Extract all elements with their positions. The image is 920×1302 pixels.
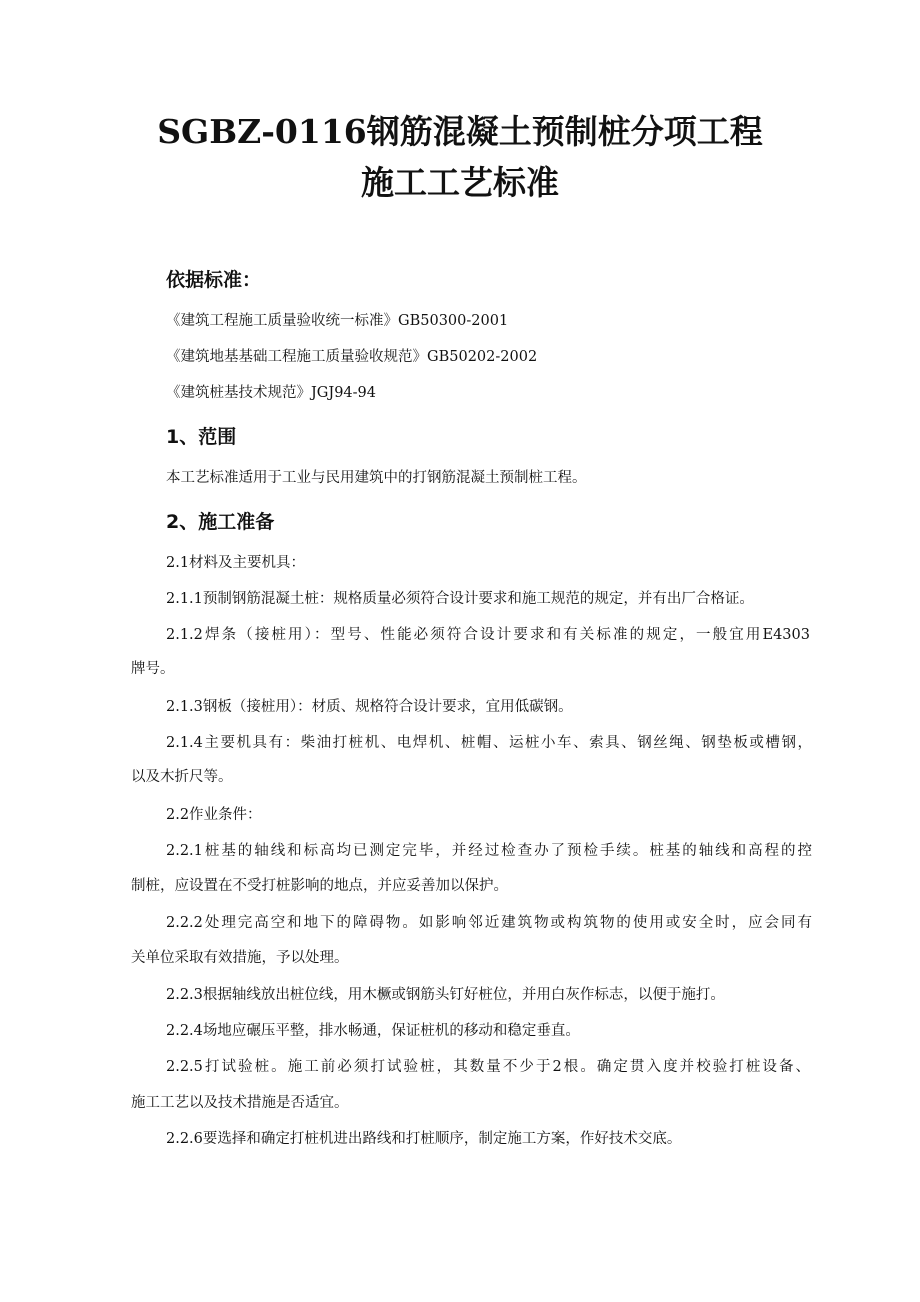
paragraph-2-2-5-line2: 施工工艺以及技术措施是否适宜。 [131,1095,349,1111]
paragraph-2-1: 2.1材料及主要机具： [166,555,306,571]
paragraph-2-1-1: 2.1.1预制钢筋混凝土桩：规格质量必须符合设计要求和施工规范的规定，并有出厂合格证。 [166,591,754,607]
section-1-text: 本工艺标准适用于工业与民用建筑中的打钢筋混凝土预制桩工程。 [166,470,587,486]
paragraph-2-2-1-line2: 制桩，应设置在不受打桩影响的地点，并应妥善加以保护。 [131,878,508,894]
paragraph-2-1-2-line1: 2.1.2焊条（接桩用）：型号、性能必须符合设计要求和有关标准的规定，一般宜用E4303 [166,627,810,643]
paragraph-2-2-5-line1: 2.2.5打试验桩。施工前必须打试验桩，其数量不少于2根。确定贯入度并校验打桩设备、 [166,1059,810,1075]
basis-item-2: 《建筑地基基础工程施工质量验收规范》GB50202-2002 [166,349,538,365]
paragraph-2-2-4: 2.2.4场地应碾压平整，排水畅通，保证桩机的移动和稳定垂直。 [166,1023,580,1039]
paragraph-2-2-6: 2.2.6要选择和确定打桩机进出路线和打桩顺序，制定施工方案，作好技术交底。 [166,1131,682,1147]
basis-item-3: 《建筑桩基技术规范》JGJ94-94 [166,385,377,401]
paragraph-2-1-4-line1: 2.1.4主要机具有：柴油打桩机、电焊机、桩帽、运桩小车、索具、钢丝绳、钢垫板或槽钢， [166,735,812,751]
basis-item-1: 《建筑工程施工质量验收统一标准》GB50300-2001 [166,313,509,329]
document-title-line1: SGBZ-0116钢筋混凝土预制桩分项工程 [157,112,763,151]
basis-heading: 依据标准： [166,269,262,291]
paragraph-2-2-3: 2.2.3根据轴线放出桩位线，用木橛或钢筋头钉好桩位，并用白灰作标志，以便于施打。 [166,987,725,1003]
paragraph-2-2: 2.2作业条件： [166,807,262,823]
paragraph-2-1-3: 2.1.3钢板（接桩用）：材质、规格符合设计要求，宜用低碳钢。 [166,699,573,715]
paragraph-2-2-2-line1: 2.2.2处理完高空和地下的障碍物。如影响邻近建筑物或构筑物的使用或安全时，应会同有 [166,915,812,931]
paragraph-2-1-2-line2: 牌号。 [131,661,175,677]
paragraph-2-2-2-line2: 关单位采取有效措施，予以处理。 [131,950,349,966]
document-title-line2: 施工工艺标准 [361,163,559,202]
paragraph-2-1-4-line2: 以及木折尺等。 [131,769,233,785]
section-1-heading: 1、范围 [166,426,237,448]
paragraph-2-2-1-line1: 2.2.1桩基的轴线和标高均已测定完毕，并经过检查办了预检手续。桩基的轴线和高程的控 [166,843,812,859]
section-2-heading: 2、施工准备 [166,511,275,533]
